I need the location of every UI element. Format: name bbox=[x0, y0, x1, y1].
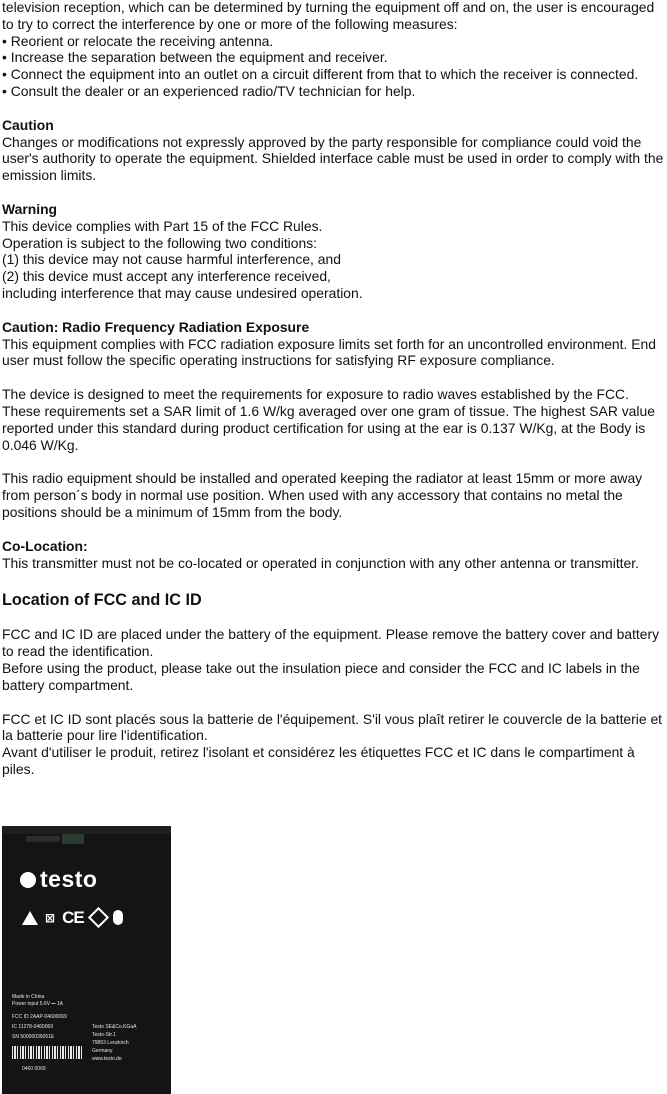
weee-bin-icon: ⊠ bbox=[45, 910, 56, 925]
warning-line: including interference that may cause undesired operation. bbox=[2, 284, 363, 301]
bullet-item: • Connect the equipment into an outlet on a circuit different from that to which the receiver is connected. bbox=[2, 66, 639, 83]
manufacturer-line: www.testo.de bbox=[92, 1056, 122, 1062]
intro-paragraph: television reception, which can be determined by turning the equipment off and on, the user is encouraged to try to correct the interference by one or more of the following measures: bbox=[2, 0, 655, 32]
manufacturer-line: Germany bbox=[92, 1048, 113, 1054]
logo-ball-icon bbox=[20, 872, 36, 888]
caution-heading: Caution bbox=[2, 116, 54, 133]
power-input-text: Power input 5.6V ⎓ 1A bbox=[12, 1001, 63, 1007]
made-in-text: Made in China bbox=[12, 994, 45, 1000]
bullet-item: • Increase the separation between the equipment and receiver. bbox=[2, 49, 388, 66]
bluetooth-icon bbox=[113, 910, 123, 925]
location-en-1: FCC and IC ID are placed under the battery of the equipment. Please remove the battery cover and battery to read the identification. bbox=[2, 626, 660, 660]
fcc-id-text: FCC ID 2AAP-04600069 bbox=[12, 1014, 67, 1020]
rf-heading: Caution: Radio Frequency Radiation Exposure bbox=[2, 318, 310, 335]
bullet-item: • Reorient or relocate the receiving antenna. bbox=[2, 32, 274, 49]
manufacturer-line: Testo SE&Co.KGaA bbox=[92, 1024, 137, 1030]
warning-triangle-icon bbox=[22, 911, 38, 925]
manufacturer-line: Testo-Str.1 bbox=[92, 1032, 116, 1038]
part-number-text: 0460 0069 bbox=[22, 1066, 46, 1072]
rf-paragraph-3: This radio equipment should be installed and operated keeping the radiator at least 15mm or more away from person´s body in normal use position. When used with any accessory that contains no metal the positions should be a minimum of 15mm from the body. bbox=[2, 470, 643, 520]
manufacturer-line: 79853 Lenzkirch bbox=[92, 1040, 129, 1046]
ce-mark-icon: CE bbox=[62, 907, 84, 927]
battery-clip bbox=[26, 836, 60, 842]
colocation-text: This transmitter must not be co-located or operated in conjunction with any other antenna or transmitter. bbox=[2, 554, 639, 571]
rf-paragraph-2: The device is designed to meet the requirements for exposure to radio waves established by the FCC. These requirements set a SAR limit of 1.6 W/kg averaged over one gram of tissue. The highest SAR value reported under this standard during product certification for using at the ear is 0.137 W/Kg, at the Body is 0.046 W/Kg. bbox=[2, 386, 655, 453]
location-en-2: Before using the product, please take out the insulation piece and consider the FCC and IC labels in the battery compartment. bbox=[2, 659, 640, 693]
barcode bbox=[12, 1046, 82, 1059]
document-body bbox=[2, 0, 667, 778]
location-fr-2: Avant d'utiliser le produit, retirez l'isolant et considérez les étiquettes FCC et IC dans le compartiment à piles. bbox=[2, 744, 635, 777]
rf-paragraph-1: This equipment complies with FCC radiation exposure limits set forth for an uncontrolled environment. End user must follow the specific operating instructions for satisfying RF exposure compliance. bbox=[2, 335, 656, 369]
location-fr-1: FCC et IC ID sont placés sous la batterie de l'équipement. S'il vous plaît retirer le couvercle de la batterie et la batterie pour lire l'identification. bbox=[2, 710, 663, 744]
warning-line: (2) this device must accept any interference received, bbox=[2, 268, 331, 285]
compartment-edge bbox=[2, 826, 171, 834]
bullet-item: • Consult the dealer or an experienced radio/TV technician for help. bbox=[2, 82, 416, 99]
connector bbox=[62, 834, 84, 844]
ic-id-text: IC 11278-0460069 bbox=[12, 1024, 54, 1030]
warning-heading: Warning bbox=[2, 200, 58, 217]
colocation-heading: Co-Location: bbox=[2, 537, 88, 554]
testo-logo: testo bbox=[20, 871, 97, 888]
certification-icons bbox=[22, 907, 123, 927]
warning-line: Operation is subject to the following two conditions: bbox=[2, 234, 318, 251]
serial-number-text: SN 50000039051E bbox=[12, 1034, 55, 1040]
class-ii-icon bbox=[88, 907, 109, 928]
warning-line: (1) this device may not cause harmful interference, and bbox=[2, 251, 341, 268]
caution-text: Changes or modifications not expressly approved by the party responsible for compliance could void the user's authority to operate the equipment. Shielded interface cable must be used in order to comply with the emission limits. bbox=[2, 133, 664, 184]
warning-line: This device complies with Part 15 of the FCC Rules. bbox=[2, 217, 323, 234]
battery-compartment-photo bbox=[2, 826, 171, 1094]
location-heading: Location of FCC and IC ID bbox=[2, 591, 202, 610]
